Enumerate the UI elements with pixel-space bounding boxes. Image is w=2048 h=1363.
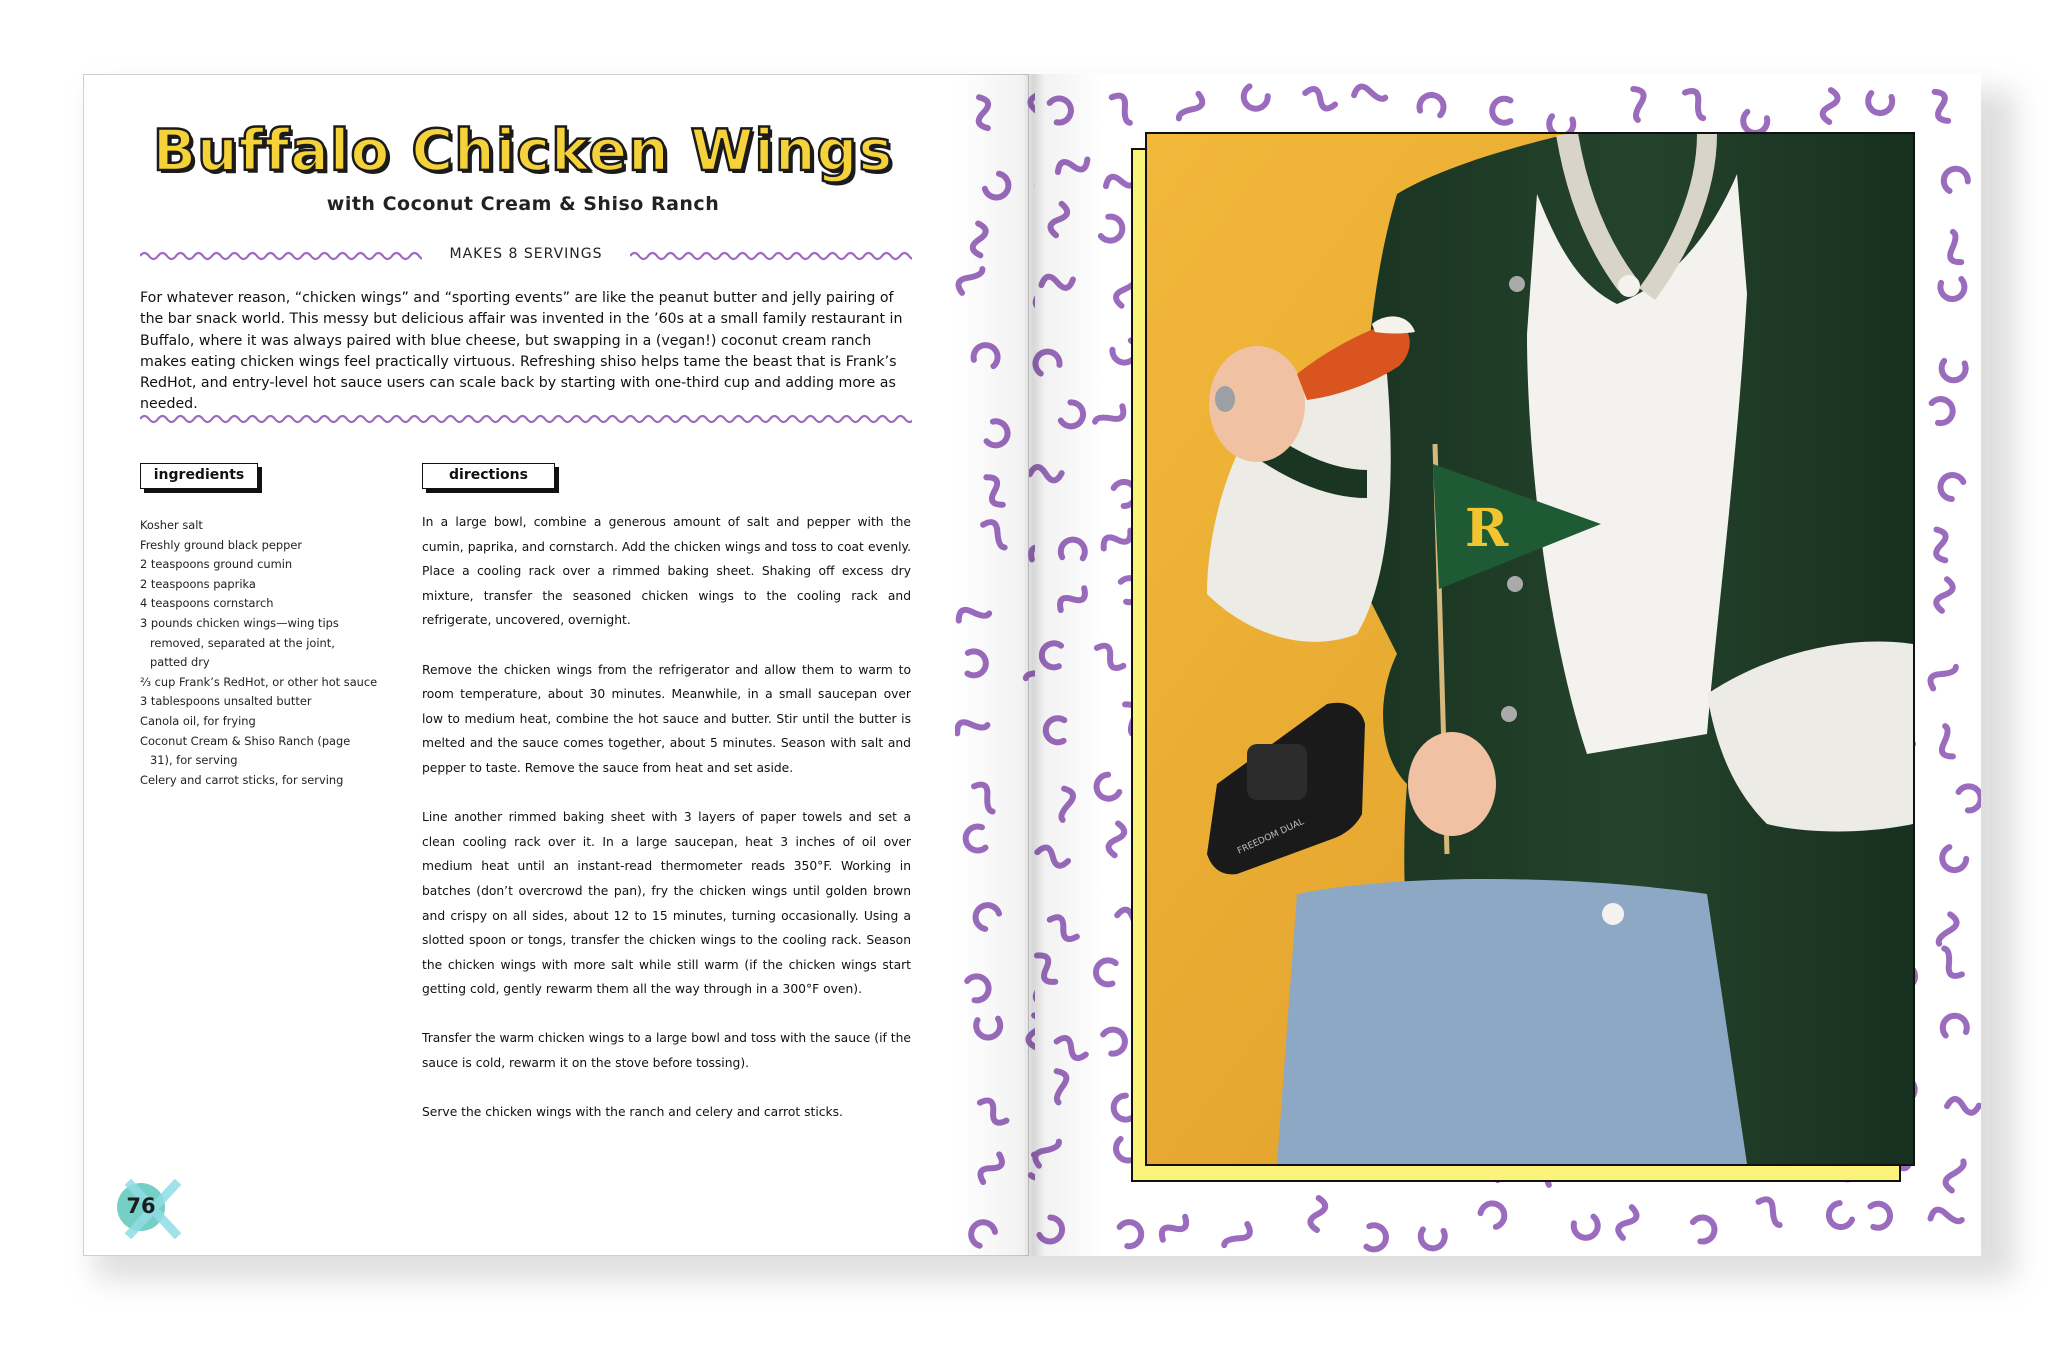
squiggle-shape [1108, 823, 1125, 856]
camera-label: FREEDOM DUAL [1236, 817, 1306, 857]
squiggle-shape [1938, 1011, 1971, 1044]
squiggle-shape [1741, 108, 1769, 135]
ingredients-list [140, 516, 390, 790]
squiggle-shape [1054, 1035, 1089, 1061]
squiggle-shape [1057, 536, 1088, 567]
squiggle-shape [1031, 347, 1063, 380]
squiggle-shape [1310, 1198, 1326, 1231]
squiggle-shape [1097, 1025, 1130, 1057]
ingredient-item: Celery and carrot sticks, for serving [140, 772, 344, 787]
squiggle-shape [968, 1219, 997, 1249]
squiggle-shape [1224, 1219, 1253, 1252]
top-wave-divider-right [630, 250, 912, 262]
squiggle-shape [1417, 92, 1446, 120]
page-number: 76 [126, 1194, 156, 1218]
squiggle-shape [1939, 354, 1970, 384]
squiggle-shape [1056, 583, 1089, 615]
squiggle-shape [957, 264, 983, 296]
squiggle-shape [1100, 525, 1134, 555]
squiggle-shape [973, 903, 1000, 931]
recipe-subtitle: with Coconut Cream & Shiso Ranch [326, 193, 720, 215]
squiggle-shape [1113, 1217, 1146, 1250]
direction-step: Transfer the warm chicken wings to a large bowl and toss with the sauce (if the sauce is cold, rewarm it on the stove before tossing). [422, 1031, 911, 1071]
servings-label: MAKES 8 SERVINGS [449, 246, 603, 262]
page-number-badge [117, 1183, 175, 1241]
directions-heading: directions [422, 463, 555, 489]
squiggle-shape [1095, 398, 1127, 432]
ingredient-item: ⅔ cup Frank’s RedHot, or other hot sauce [140, 674, 378, 689]
squiggle-shape [1031, 952, 1061, 986]
jacket-snap [1501, 706, 1517, 722]
squiggle-shape [1753, 1197, 1786, 1226]
squiggle-shape [1027, 532, 1035, 564]
jeans [1277, 879, 1747, 1164]
squiggle-shape [972, 343, 1000, 370]
squiggle-shape [1025, 966, 1035, 1000]
squiggle-shape [1046, 914, 1081, 943]
direction-step: Line another rimmed baking sheet with 3 layers of paper towels and set a clean cooling rack over it. In a large saucepan, heat 3 inches of oil over medium heat until an instant-read thermometer reads 350°F. Working in batches (don’t overcrowd the pan), fry the chicken wings until golden brown and crispy on all sides, about 12 to 15 minutes, turning occasionally. Using a slotted spoon or tongs, transfer the chicken wings to the cooling rack. Season the chicken wings with more salt while still warm (if the chicken wings start getting cold, gently rewarm them all the way through in a 300°F oven). [422, 810, 911, 997]
squiggle-shape [1049, 203, 1068, 237]
squiggle-shape [1939, 164, 1971, 196]
squiggle-shape [1478, 1201, 1506, 1228]
squiggle-shape [1098, 215, 1124, 242]
ingredient-item: 2 teaspoons paprika [140, 576, 256, 591]
ingredient-item: 3 tablespoons unsalted butter [140, 694, 312, 709]
squiggle-shape [1936, 914, 1959, 944]
squiggle-shape [1034, 476, 1035, 506]
bottom-wave-divider [140, 413, 912, 425]
squiggle-shape [1935, 948, 1969, 979]
jacket-snap [1507, 576, 1523, 592]
squiggle-shape [1938, 232, 1971, 266]
ingredient-item: Kosher salt [140, 518, 203, 532]
squiggle-shape [1360, 1222, 1390, 1252]
jacket-button [1608, 581, 1630, 603]
ingredient-item: 2 teaspoons ground cumin [140, 557, 293, 572]
squiggle-shape [1622, 86, 1654, 120]
squiggle-shape [1043, 94, 1076, 127]
squiggle-shape [1244, 86, 1268, 109]
squiggle-shape [983, 171, 1011, 200]
squiggle-shape [976, 1097, 1010, 1127]
squiggle-shape [1029, 78, 1035, 112]
ingredient-item: 3 pounds chicken wings—wing tips removed, separated at the joint, patted dry [140, 615, 339, 670]
squiggle-shape [1930, 726, 1963, 760]
squiggle-shape [1822, 90, 1838, 123]
squiggle-shape [1040, 273, 1074, 292]
squiggle-shape [1417, 1222, 1448, 1252]
squiggle-shape [1953, 782, 1981, 814]
jacket-snap [1509, 276, 1525, 292]
squiggle-shape [959, 647, 990, 679]
squiggle-shape [1928, 1202, 1962, 1231]
squiggle-shape [1678, 88, 1712, 119]
ingredient-item: 4 teaspoons cornstarch [140, 596, 274, 611]
squiggle-shape [961, 971, 994, 1004]
directions-text [422, 510, 911, 1149]
direction-step: Serve the chicken wings with the ranch and celery and carrot sticks. [422, 1105, 843, 1120]
squiggle-shape [1930, 528, 1952, 563]
top-wave-divider-left [140, 250, 422, 262]
squiggle-shape [983, 419, 1010, 447]
recipe-intro: For whatever reason, “chicken wings” and “sporting events” are like the peanut butter and jelly pairing of the bar snack world. This messy but delicious affair was invented in the ’60s at a small family restaurant in Buffalo, where it was always paired with blue cheese, but swapping in a (vegan!) coconut cream ranch makes eating chicken wings feel practically virtuous. Refreshing shiso helps tame the beast that is Frank’s RedHot, and entry-level hot sauce users can scale back by starting with one-third cup and adding more as needed. [140, 290, 903, 413]
squiggle-shape [1051, 786, 1080, 820]
ingredient-item: Canola oil, for frying [140, 713, 256, 728]
squiggle-shape [1925, 394, 1958, 427]
squiggle-shape [1928, 89, 1954, 124]
squiggle-shape [1105, 92, 1139, 123]
direction-step: In a large bowl, combine a generous amount of salt and pepper with the cumin, paprika, and cornstarch. Add the chicken wings and toss to coat evenly. Place a cooling rack over a rimmed baking sheet. Shaking off excess dry mixture, transfer the seasoned chicken wings to the cooling rack and refrigerate, uncovered, overnight. [422, 515, 911, 628]
squiggle-shape [1035, 845, 1070, 867]
squiggle-shape [1825, 1201, 1856, 1231]
ring [1215, 386, 1235, 412]
recipe-title: Buffalo Chicken Wings [152, 118, 894, 184]
photo-illustration [1147, 134, 1913, 1164]
squiggle-shape [1060, 402, 1083, 426]
squiggle-shape [1034, 1137, 1060, 1169]
squiggle-shape [1937, 271, 1970, 304]
squiggle-shape [980, 474, 1008, 509]
squiggle-shape [1026, 278, 1035, 312]
squiggle-shape [1093, 958, 1122, 988]
squiggle-shape [971, 223, 987, 256]
squiggle-shape [1026, 654, 1035, 688]
squiggle-shape [1055, 153, 1090, 178]
hand-right [1408, 732, 1496, 836]
squiggle-shape [1941, 846, 1967, 871]
squiggle-shape [1935, 578, 1954, 612]
ingredient-item: Coconut Cream & Shiso Ranch (page 31), for serving [140, 733, 351, 768]
squiggle-shape [972, 1010, 1004, 1042]
squiggle-shape [977, 1151, 1005, 1186]
squiggle-shape [955, 598, 989, 631]
ingredient-item: Freshly ground black pepper [140, 537, 303, 552]
squiggle-shape [1179, 91, 1204, 123]
squiggle-shape [1866, 87, 1896, 116]
squiggle-shape [1687, 1213, 1720, 1246]
camera-lens [1247, 744, 1307, 800]
squiggle-shape [1044, 1068, 1075, 1102]
recipe-photo [1145, 132, 1915, 1166]
squiggle-shape [1039, 1217, 1063, 1242]
ingredients-heading: ingredients [140, 463, 258, 489]
squiggle-shape [1092, 772, 1124, 803]
squiggle-shape [1944, 1161, 1966, 1191]
direction-step: Remove the chicken wings from the refrigerator and allow them to warm to room temperature, about 30 minutes. Meanwhile, in a small saucepan over low to medium heat, combine the hot sauce and butter. Stir until the butter is melted and the sauce comes together, about 5 minutes. Season with salt and pepper to taste. Remove the sauce from heat and set aside. [422, 662, 911, 775]
squiggle-shape [1158, 1212, 1190, 1245]
squiggle-shape [1947, 1099, 1979, 1114]
squiggle-shape [1488, 95, 1519, 127]
squiggle-shape [1303, 86, 1338, 111]
squiggle-shape [1093, 642, 1127, 672]
squiggle-shape [1863, 1199, 1895, 1232]
squiggle-shape [1616, 1205, 1638, 1240]
squiggle-shape [1038, 640, 1068, 671]
squiggle-shape [978, 520, 1011, 548]
squiggle-shape [1928, 660, 1956, 693]
squiggle-shape [972, 95, 994, 130]
squiggle-shape [1027, 1015, 1035, 1048]
jacket-button [1602, 903, 1624, 925]
pennant-letter: R [1465, 498, 1509, 559]
squiggle-pattern-spine [955, 74, 1035, 1256]
jacket-button [1618, 275, 1640, 297]
squiggle-shape [1042, 715, 1073, 747]
squiggle-shape [961, 823, 994, 856]
squiggle-shape [1352, 80, 1385, 109]
squiggle-shape [968, 781, 1002, 811]
squiggle-shape [1570, 1210, 1603, 1243]
squiggle-shape [955, 710, 988, 743]
squiggle-shape [1025, 1151, 1035, 1181]
squiggle-shape [1939, 474, 1963, 500]
